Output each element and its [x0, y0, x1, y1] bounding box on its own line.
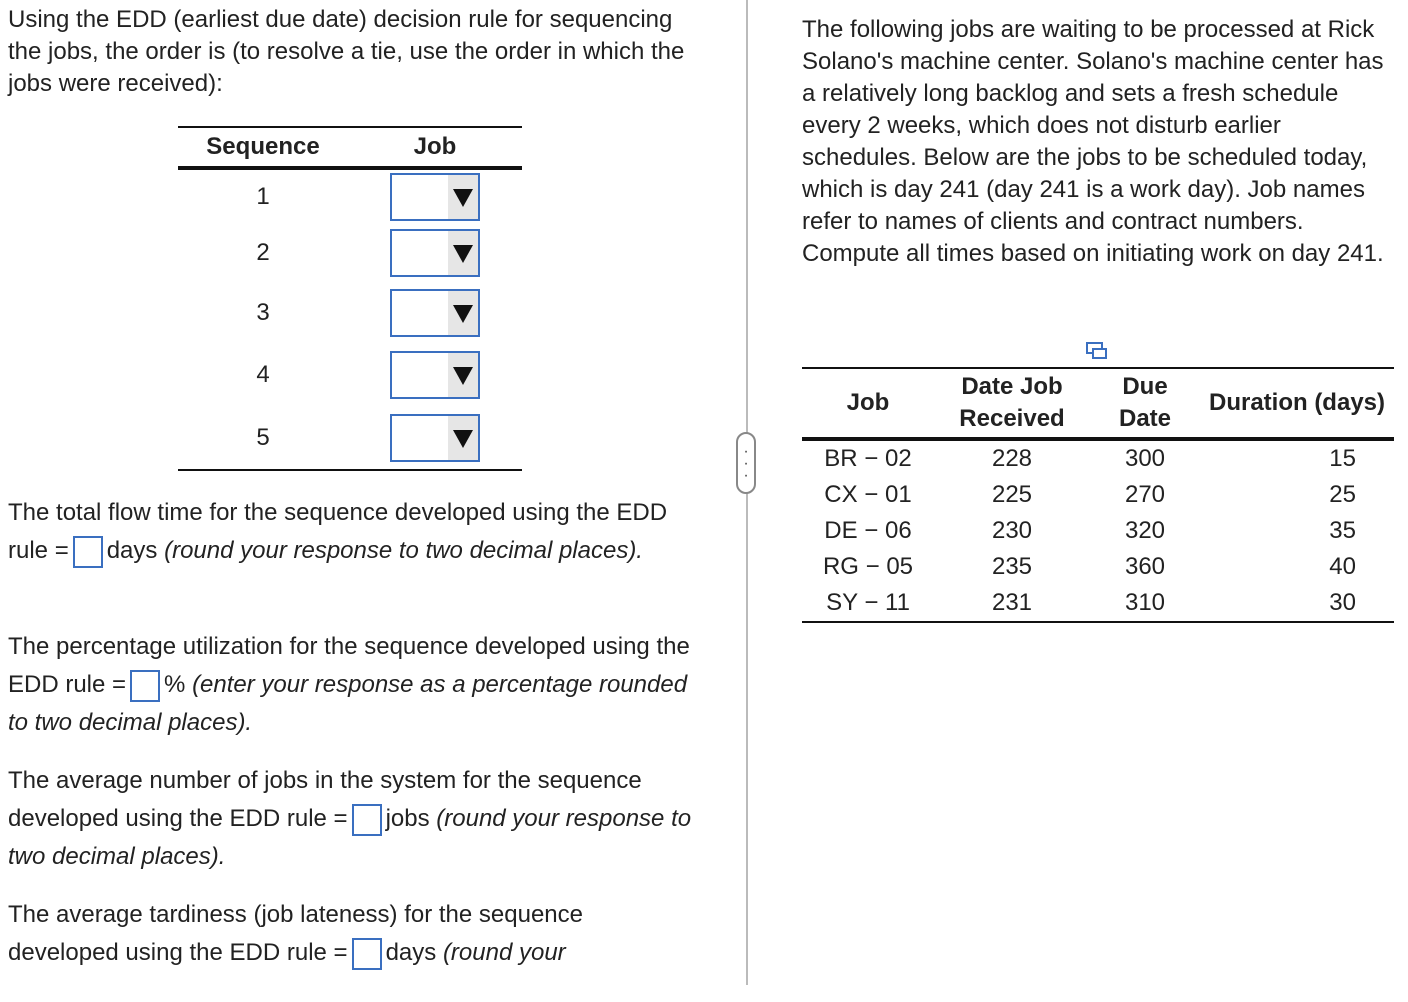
job-select-5[interactable] [390, 414, 480, 462]
triangle-down-icon [448, 353, 478, 397]
question-avg-jobs: The average number of jobs in the system for the sequence developed using the EDD rule = jobs (round your response to two decimal places). [8, 767, 692, 870]
job-select-3[interactable] [390, 289, 480, 337]
instructions-text: Using the EDD (earliest due date) decision rule for sequencing the jobs, the order is (to resolve a tie, use the order in which the jobs were received): [8, 6, 685, 97]
sequence-number: 3 [256, 299, 270, 326]
jobs-table [802, 367, 1394, 623]
job-column-header: Job [802, 368, 934, 439]
question-utilization: The percentage utilization for the sequence developed using the EDD rule = % (enter your response as a percentage rounded to two decimal places). [8, 633, 690, 736]
triangle-down-icon [448, 291, 478, 335]
sequence-header: Sequence [178, 127, 348, 168]
triangle-down-icon [448, 416, 478, 460]
date-received-header: Date Job Received [934, 368, 1090, 439]
sequence-number: 4 [256, 361, 270, 388]
table-row: DE − 06 230 320 35 [824, 517, 1356, 544]
table-row: CX − 01 225 270 25 [824, 481, 1356, 508]
sequence-table [178, 126, 522, 471]
sequence-number: 2 [256, 239, 270, 266]
job-select-1[interactable] [390, 173, 480, 221]
avg-jobs-input[interactable] [352, 804, 382, 836]
due-date-header: Due Date [1090, 368, 1200, 439]
job-select-4[interactable] [390, 351, 480, 399]
question-total-flow-time: The total flow time for the sequence developed using the EDD rule = days (round your response to two decimal places). [8, 494, 698, 570]
problem-statement: The following jobs are waiting to be processed at Rick Solano's machine center. Solano's machine center has a relatively long backlog and sets a fresh schedule every 2 weeks, which does not disturb earlier schedules. Below are the jobs to be scheduled today, which is day 241 (day 241 is a work day). Job names refer to names of clients and contract numbers. Compute all times based on initiating work on day 241. [802, 16, 1384, 267]
copy-icon[interactable] [1086, 342, 1108, 360]
sequence-number: 5 [178, 406, 348, 470]
question-avg-tardiness: The average tardiness (job lateness) for the sequence developed using the EDD rule = days (round your [8, 896, 698, 972]
job-header: Job [348, 127, 522, 168]
table-row: SY − 11 231 310 30 [802, 585, 1394, 622]
table-row: BR − 02 228 300 15 [824, 445, 1356, 472]
duration-header: Duration (days) [1200, 368, 1394, 439]
job-select-2[interactable] [390, 229, 480, 277]
flow-time-input[interactable] [73, 536, 103, 568]
triangle-down-icon [448, 175, 478, 219]
utilization-input[interactable] [130, 670, 160, 702]
table-row: RG − 05 235 360 40 [822, 553, 1356, 580]
vertical-ellipsis-icon[interactable]: · · · [736, 432, 756, 494]
tardiness-input[interactable] [352, 938, 382, 970]
sequence-number: 1 [256, 183, 270, 210]
triangle-down-icon [448, 231, 478, 275]
